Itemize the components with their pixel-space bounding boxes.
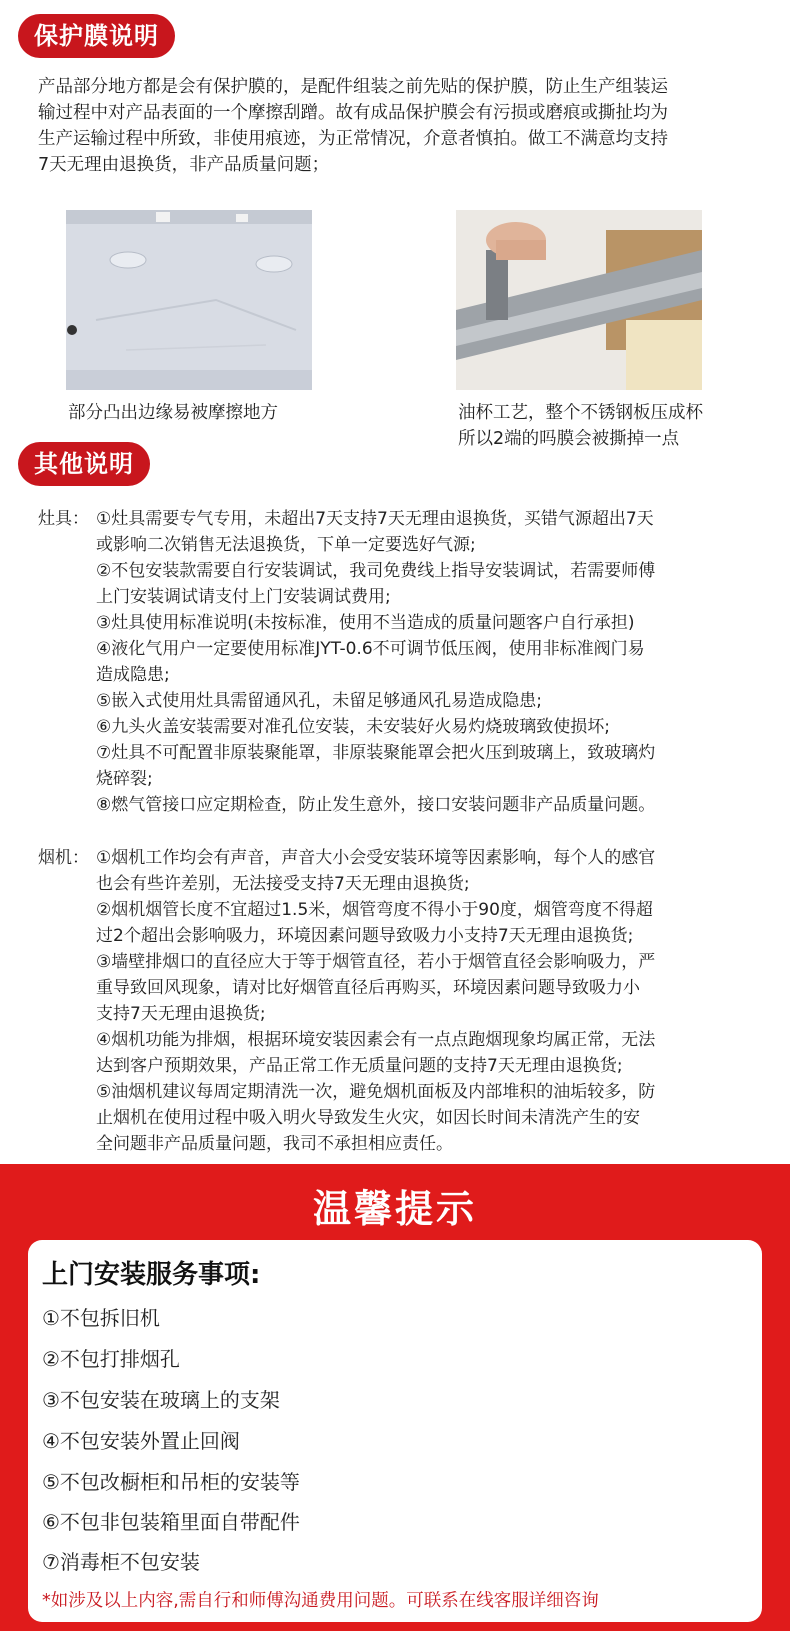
note-item	[96, 1079, 768, 1157]
note-item-line: ①烟机工作均会有声音，声音大小会受安装环境等因素影响，每个人的感官	[96, 848, 656, 868]
caption-line: 油杯工艺，整个不锈钢板压成杯	[458, 403, 703, 423]
stove-notes	[38, 506, 768, 818]
note-item	[96, 740, 768, 792]
film-paragraph-line: 输过程中对产品表面的一个摩擦刮蹭。故有成品保护膜会有污损或磨痕或撕扯均为	[38, 103, 668, 123]
contact-note: *如涉及以上内容,需自行和师傅沟通费用问题。可联系在线客服详细咨询	[42, 1591, 599, 1611]
note-item-line: ③墙壁排烟口的直径应大于等于烟管直径，若小于烟管直径会影响吸力，严	[96, 952, 656, 972]
note-item-line: 止烟机在使用过程中吸入明火导致发生火灾，如因长时间未清洗产生的安	[96, 1108, 640, 1128]
note-item	[96, 949, 768, 1027]
note-item-line: 造成隐患;	[96, 665, 170, 685]
note-item-line: 支持7天无理由退换货;	[96, 1004, 266, 1024]
note-item-line: 烧碎裂;	[96, 769, 153, 789]
note-item	[96, 688, 768, 714]
note-item-line: 重导致回风现象，请对比好烟管直径后再购买，环境因素问题导致吸力小	[96, 978, 640, 998]
note-item-line: ②不包安装款需要自行安装调试，我司免费线上指导安装调试，若需要师傅	[96, 561, 656, 581]
note-item	[96, 845, 768, 897]
service-item: ②不包打排烟孔	[42, 1347, 180, 1371]
note-item	[96, 558, 768, 610]
service-item: ⑤不包改橱柜和吊柜的安装等	[42, 1470, 300, 1494]
note-item-line: 全问题非产品质量问题，我司不承担相应责任。	[96, 1134, 453, 1154]
note-item-line: 也会有些许差别，无法接受支持7天无理由退换货;	[96, 874, 470, 894]
service-item: ⑦消毒柜不包安装	[42, 1550, 200, 1574]
photo-panel-edge-scratches	[66, 210, 312, 390]
caption-line: 所以2端的吗膜会被撕掉一点	[458, 429, 680, 449]
note-item	[96, 506, 768, 558]
install-service-card	[28, 1240, 762, 1622]
hood-heading: 烟机：	[38, 848, 89, 868]
note-item-line: ④烟机功能为排烟，根据环境安装因素会有一点点跑烟现象均属正常，无法	[96, 1030, 656, 1050]
note-item-line: ⑧燃气管接口应定期检查，防止发生意外，接口安装问题非产品质量问题。	[96, 795, 656, 815]
note-item-line: ⑥九头火盖安装需要对准孔位安装，未安装好火易灼烧玻璃致使损坏;	[96, 717, 610, 737]
note-item	[96, 636, 768, 688]
film-paragraph-line: 产品部分地方都是会有保护膜的，是配件组装之前先贴的保护膜，防止生产组装运	[38, 77, 668, 97]
photo-caption-right	[458, 400, 703, 452]
film-paragraph-line: 7天无理由退换货，非产品质量问题；	[38, 155, 330, 175]
note-item-line: 或影响二次销售无法退换货，下单一定要选好气源;	[96, 535, 476, 555]
note-item-line: 上门安装调试请支付上门安装调试费用;	[96, 587, 391, 607]
service-item: ⑥不包非包装箱里面自带配件	[42, 1510, 300, 1534]
photo-panel-illustration	[66, 210, 312, 390]
note-item	[96, 1027, 768, 1079]
note-item-line: 过2个超出会影响吸力，环境因素问题导致吸力小支持7天无理由退换货;	[96, 926, 634, 946]
note-item-line: ①灶具需要专气专用，未超出7天支持7天无理由退换货，买错气源超出7天	[96, 509, 654, 529]
section-badge-protective-film: 保护膜说明	[18, 14, 175, 58]
warm-tips-title: 温馨提示	[312, 1187, 477, 1231]
note-item	[96, 897, 768, 949]
note-item-line: 达到客户预期效果，产品正常工作无质量问题的支持7天无理由退换货;	[96, 1056, 623, 1076]
service-item: ④不包安装外置止回阀	[42, 1429, 240, 1453]
note-item-line: ②烟机烟管长度不宜超过1.5米，烟管弯度不得小于90度，烟管弯度不得超	[96, 900, 653, 920]
install-service-heading: 上门安装服务事项:	[42, 1260, 261, 1290]
section-badge-other-notes: 其他说明	[18, 442, 150, 486]
note-item-line: ⑤油烟机建议每周定期清洗一次，避免烟机面板及内部堆积的油垢较多，防	[96, 1082, 656, 1102]
note-item-line: ③灶具使用标准说明(未按标准，使用不当造成的质量问题客户自行承担)	[96, 613, 635, 633]
warm-tips-band	[0, 1164, 790, 1631]
service-item: ①不包拆旧机	[42, 1306, 160, 1330]
service-item: ③不包安装在玻璃上的支架	[42, 1388, 280, 1412]
note-item-line: ⑦灶具不可配置非原装聚能罩，非原装聚能罩会把火压到玻璃上，致玻璃灼	[96, 743, 656, 763]
note-item-line: ④液化气用户一定要使用标准JYT-0.6不可调节低压阀，使用非标准阀门易	[96, 639, 645, 659]
film-paragraph-line: 生产运输过程中所致，非使用痕迹，为正常情况，介意者慎拍。做工不满意均支持	[38, 129, 668, 149]
photo-caption-left: 部分凸出边缘易被摩擦地方	[68, 403, 278, 423]
note-item	[96, 714, 768, 740]
note-item	[96, 610, 768, 636]
oil-cup-illustration	[456, 210, 702, 390]
film-paragraph	[38, 74, 760, 178]
stove-heading: 灶具：	[38, 509, 89, 529]
photo-oil-cup-steel	[456, 210, 702, 390]
note-item	[96, 792, 768, 818]
note-item-line: ⑤嵌入式使用灶具需留通风孔，未留足够通风孔易造成隐患;	[96, 691, 542, 711]
range-hood-notes	[38, 845, 768, 1157]
